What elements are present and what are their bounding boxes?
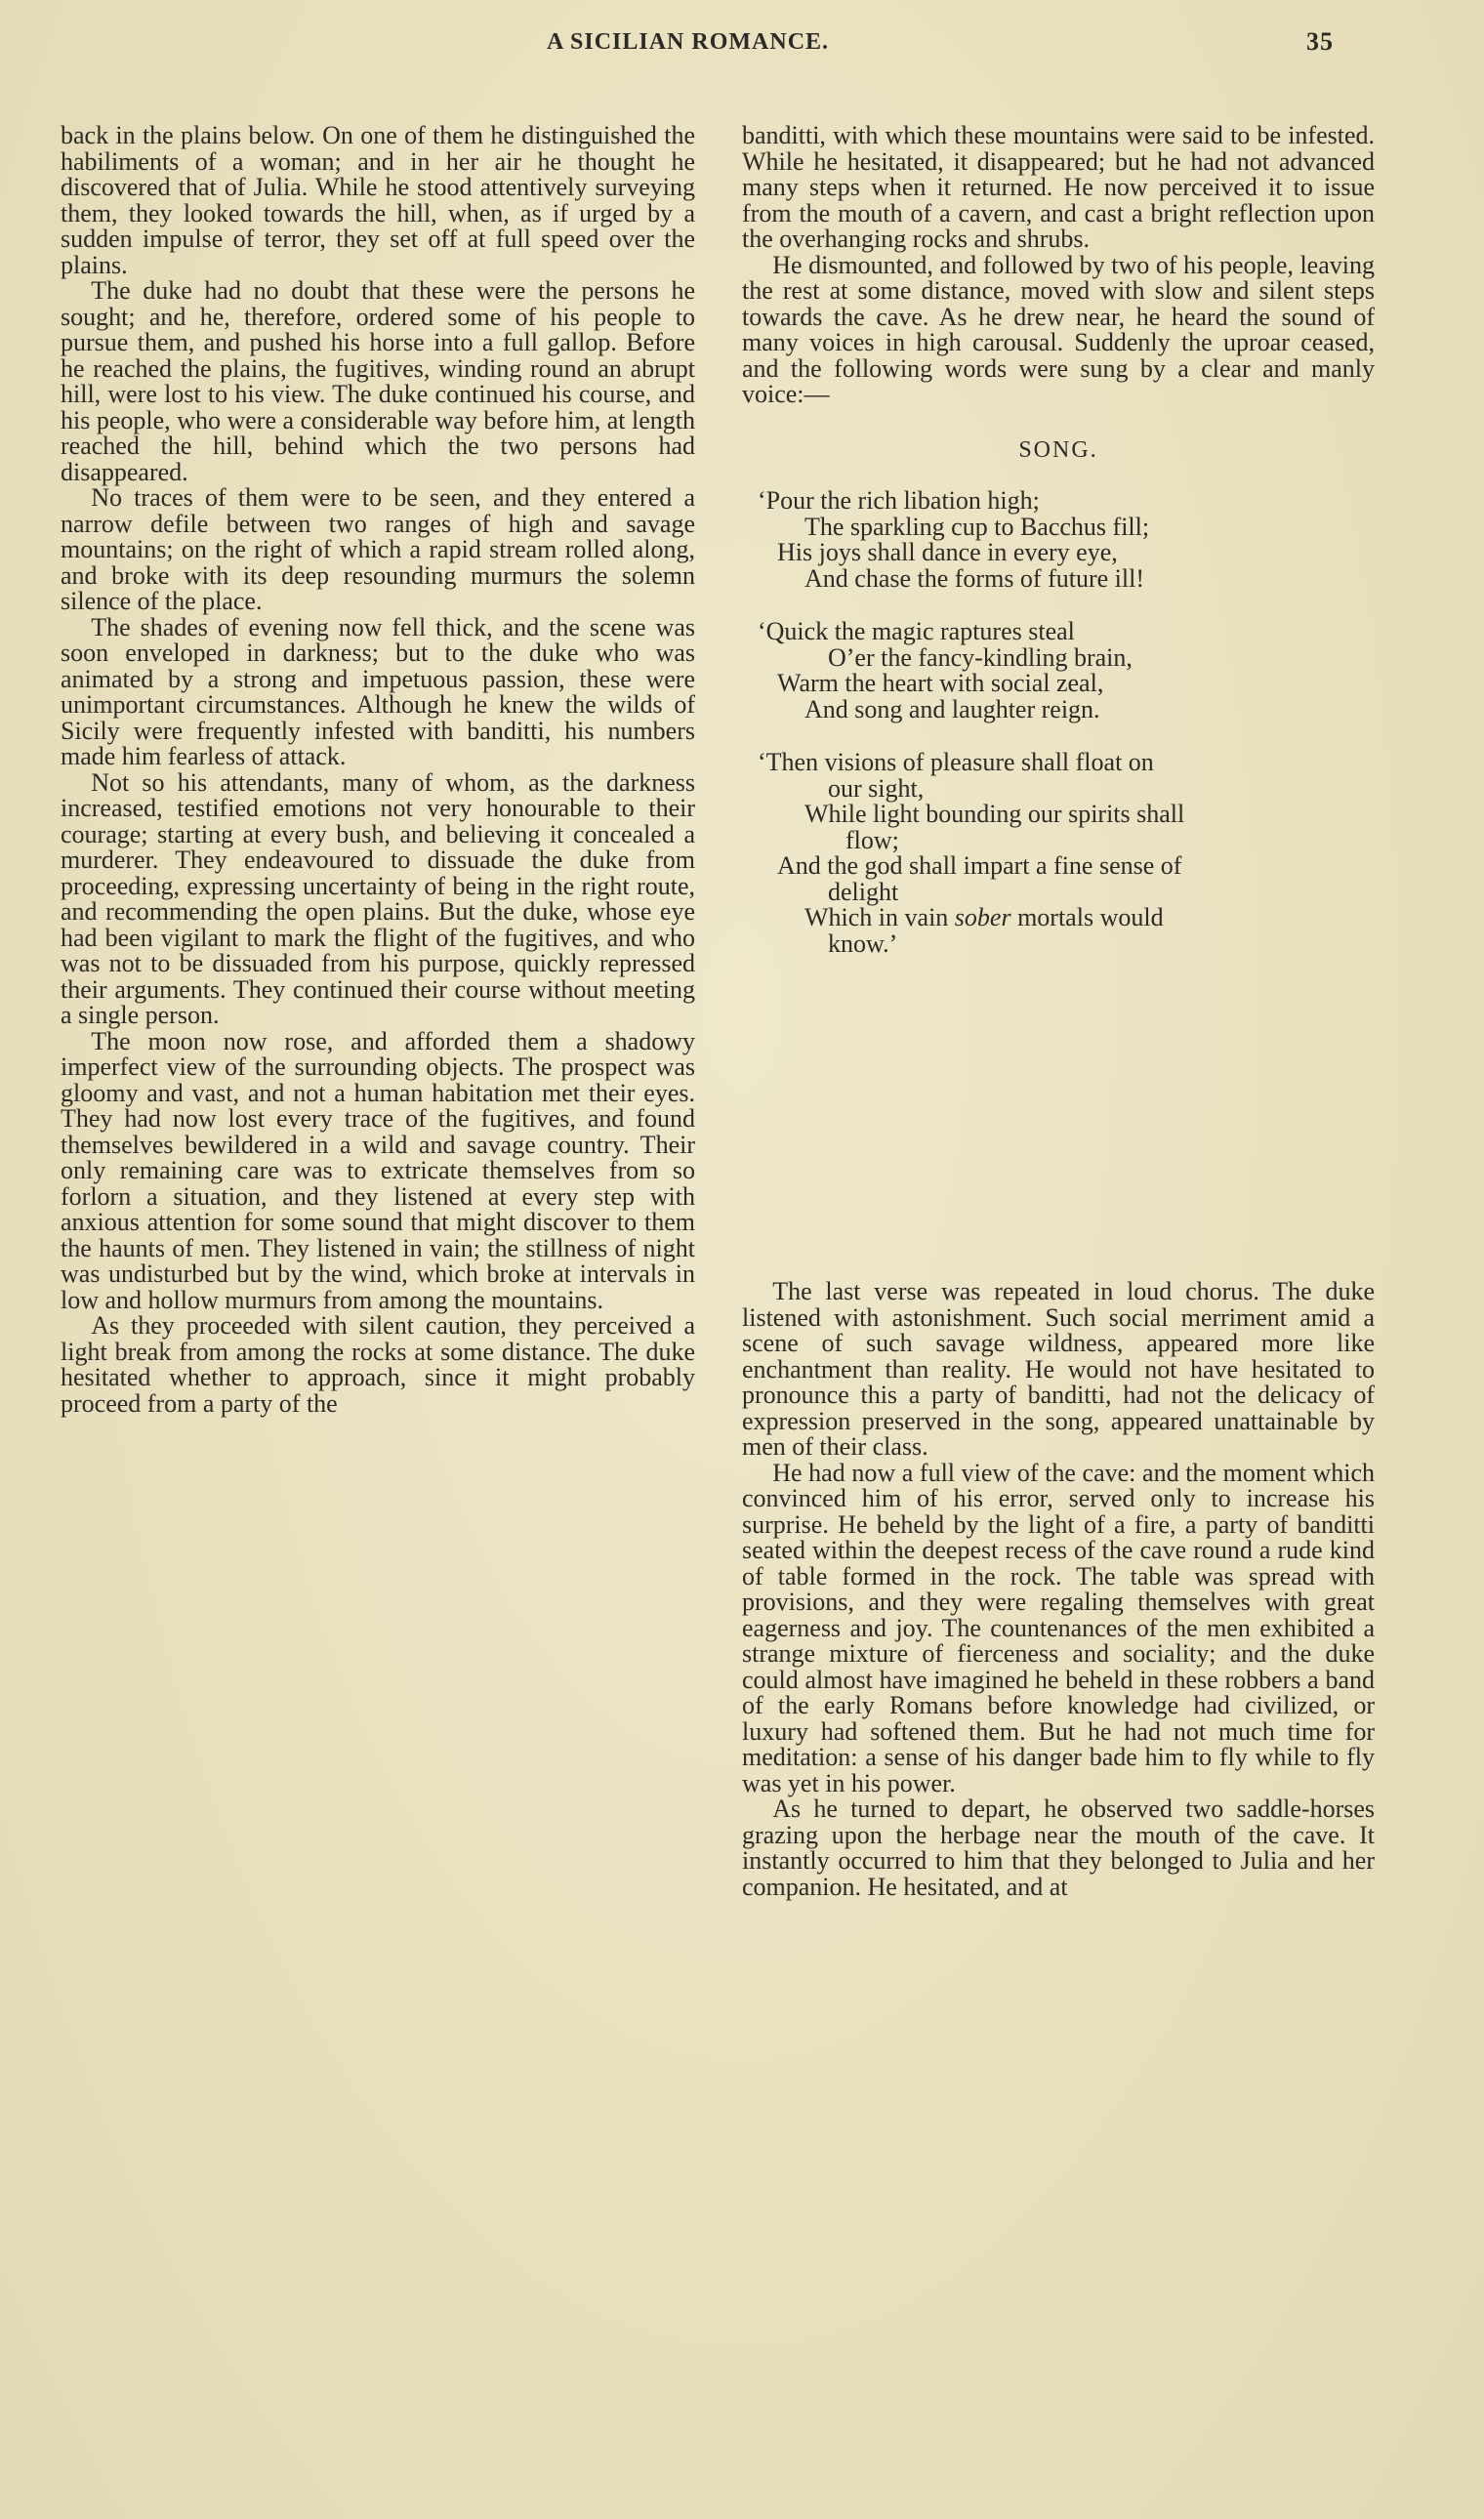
verse-line: His joys shall dance in every eye, [777, 538, 1118, 566]
paragraph: As he turned to depart, he observed two saddle-horses grazing upon the herbage near the mouth of the cave. It instantly occurred to him that they belonged to Julia and her companion. He hesitated, and at [742, 1795, 1375, 1901]
verse-line: ‘Then visions of pleasure shall float on [758, 748, 1154, 776]
page-number: 35 [1306, 27, 1334, 56]
paragraph: Not so his attendants, many of whom, as the darkness increased, testified emotions not very honourable to their courage; starting at every bush, and believing it concealed a murderer. They endeavoured to dissuade the duke from proceeding, expressing uncertainty of being in the right route, and recommending the open plains. But the duke, whose eye had been vigilant to mark the flight of the fugitives, and who was not to be dissuaded from his purpose, quickly repressed their arguments. They continued their course without meeting a single person. [61, 767, 695, 1029]
verse-line: our sight, [828, 773, 925, 803]
paragraph: The shades of evening now fell thick, and the scene was soon enveloped in darkness; but to the duke who was animated by a strong and impetuous passion, these were unimportant circumstances. Although he knew the wilds of Sicily were frequently infested with banditti, his numbers made him fearless of attack. [61, 612, 695, 770]
verse-line: know.’ [828, 929, 898, 958]
paragraph: The duke had no doubt that these were the persons he sought; and he, therefore, ordered some of his people to pursue them, and pushed his horse into a full gallop. Before he reached the plains, the fugitives, winding round an abrupt hill, were lost to his view. The duke continued his course, and his people, who were a considerable way before him, at length reached the hill, behind which the two persons had disappeared. [61, 276, 695, 486]
verse-line: ‘Quick the magic raptures steal [758, 617, 1075, 645]
paragraph: He had now a full view of the cave: and the moment which convinced him of his error, served only to increase his surprise. He beheld by the light of a fire, a party of banditti seated within the deepest recess of the cave round a rude kind of table formed in the rock. The table was spread with provisions, and they were regaling themselves with great eagerness and joy. The countenances of the men exhibited a strange mixture of fierceness and sociality; and the duke could almost have imagined he beheld in these robbers a band of the early Romans before knowledge had civilized, or luxury had softened them. But he had not much time for meditation: a sense of his danger bade him to fly while to fly was yet in his power. [742, 1458, 1375, 1797]
song-title: SONG. [1018, 436, 1098, 463]
right-column-bottom [742, 1279, 1375, 1900]
song-stanza-3 [758, 750, 1375, 957]
paragraph: As they proceeded with silent caution, they perceived a light break from among the rocks at some distance. The duke hesitated whether to approach, since it might probably proceed from a party of the [61, 1311, 695, 1418]
paragraph: back in the plains below. On one of them he distinguished the habiliments of a woman; and in her air he thought he discovered that of Julia. While he stood attentively surveying them, they looked towards the hill, when, as if urged by a sudden impulse of terror, they set off at full speed over the plains. [61, 121, 695, 279]
paragraph: The last verse was repeated in loud chorus. The duke listened with astonishment. Such social merriment amid a scene of such savage wildness, appeared more like enchantment than reality. He would not have hesitated to pronounce this a party of banditti, had not the delicacy of expression preserved in the song, appeared unattainable by men of their class. [742, 1277, 1375, 1461]
running-title: A SICILIAN ROMANCE. [547, 29, 830, 55]
verse-segment: mortals would [1017, 903, 1164, 931]
verse-line: ‘Pour the rich libation high; [758, 486, 1040, 515]
verse-line: flow; [845, 825, 899, 854]
paragraph: banditti, with which these mountains were said to be infested. While he hesitated, it disappeared; but he had not advanced many steps when it returned. He now perceived it to issue from the mouth of a cavern, and cast a bright reflection upon the overhanging rocks and shrubs. [742, 121, 1375, 253]
verse-line-with-italic [758, 905, 1375, 931]
verse-line: And song and laughter reign. [804, 694, 1100, 723]
verse-line: O’er the fancy-kindling brain, [828, 642, 1133, 672]
verse-segment: Which in vain [804, 903, 949, 931]
verse-line: The sparkling cup to Bacchus fill; [804, 512, 1150, 541]
verse-line: Warm the heart with social zeal, [777, 669, 1104, 697]
paragraph: The moon now rose, and afforded them a shadowy imperfect view of the surrounding objects. The prospect was gloomy and vast, and not a human habitation met their eyes. They had now lost every trace of the fugitives, and found themselves bewildered in a wild and savage country. Their only remaining care was to extricate themselves from so forlorn a situation, and they listened at every step with anxious attention for some sound that might discover to them the haunts of men. They listened in vain; the stillness of night was undisturbed but by the wind, which broke at intervals in low and hollow murmurs from among the mountains. [61, 1026, 695, 1314]
song-stanza-2 [758, 619, 1375, 723]
paragraph: He dismounted, and followed by two of his people, leaving the rest at some distance, moved with slow and silent steps towards the cave. As he drew near, he heard the sound of many voices in high carousal. Suddenly the uproar ceased, and the following words were sung by a clear and manly voice:— [742, 250, 1375, 408]
verse-line: And the god shall impart a fine sense of [777, 851, 1182, 880]
song-stanza-1 [758, 488, 1375, 592]
verse-line: delight [828, 877, 899, 906]
verse-line: While light bounding our spirits shall [804, 800, 1185, 828]
italic-word: sober [954, 903, 1011, 931]
verse-line: And chase the forms of future ill! [804, 563, 1145, 593]
left-column [61, 123, 695, 1417]
paragraph: No traces of them were to be seen, and they entered a narrow defile between two ranges of high and savage mountains; on the right of which a rapid stream rolled along, and broke with its deep resounding murmurs the solemn silence of the place. [61, 483, 695, 615]
right-column-top [742, 123, 1375, 984]
